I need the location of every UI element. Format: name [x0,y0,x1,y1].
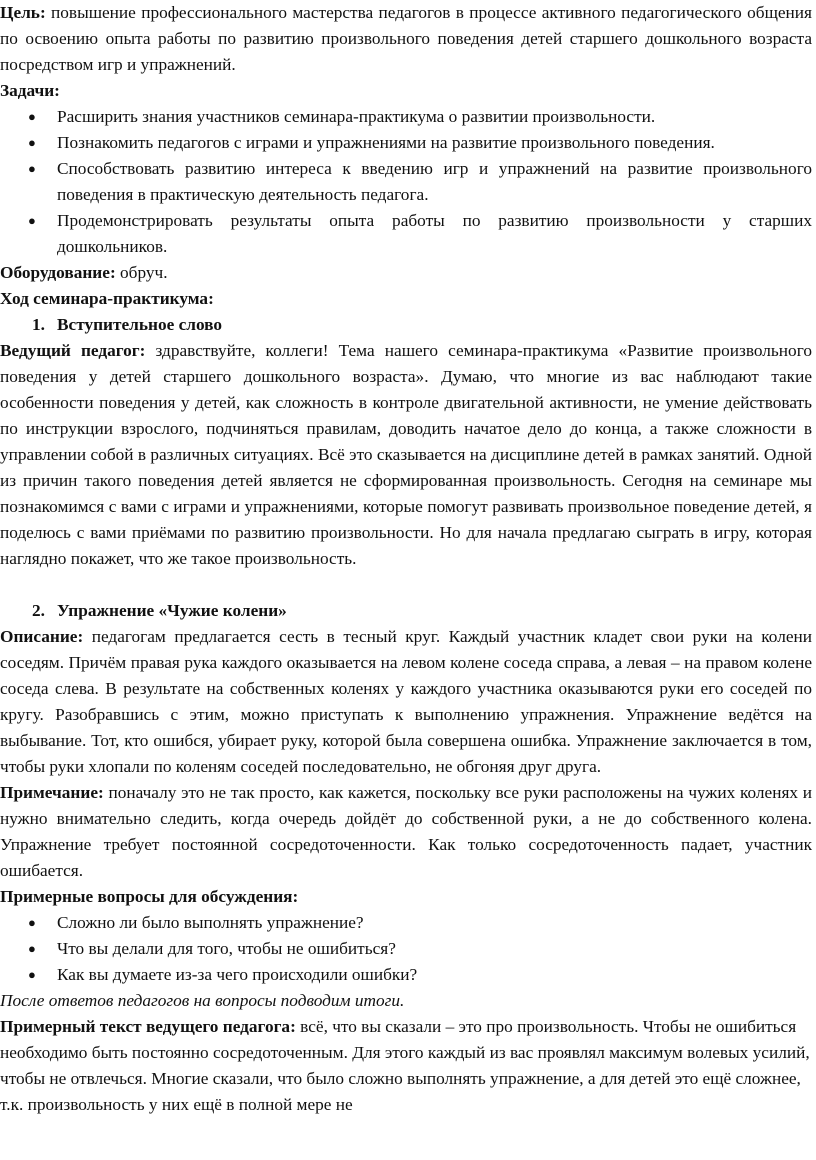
questions-list [0,910,812,988]
speaker-label: Ведущий педагог: [0,341,146,360]
tasks-heading: Задачи: [0,81,60,100]
questions-heading: Примерные вопросы для обсуждения: [0,887,299,906]
section1-number: 1. [32,315,45,334]
section1-text: здравствуйте, коллеги! Тема нашего семинара-практикума «Развитие произвольного поведения у детей старшего дошкольного возраста». Думаю, что многие из вас наблюдают такие особенности поведения у детей, как сложность в контроле двигательной активности, не умение действовать по инструкции взрослого, подчиняться правилам, доводить начатое дело до конца, а также сложности в управлении собой в различных ситуациях. Всё это сказывается на дисциплине детей в рамках занятий. Одной из причин такого поведения детей является не сформированная произвольность. Сегодня на семинаре мы познакомимся с вами с играми и упражнениями, которые помогут развивать произвольное поведение детей, я поделюсь с вами приёмами по развитию произвольности. Но для начала предлагаю сыграть в игру, которая наглядно покажет, что же такое произвольность. [0,341,812,568]
equipment-text: обруч. [115,263,168,282]
description-paragraph [0,624,812,780]
bullet-icon: ● [28,941,36,956]
section1-heading [0,312,812,338]
bullet-icon: ● [28,135,36,150]
description-label: Описание: [0,627,84,646]
summary-italic: После ответов педагогов на вопросы подводим итоги. [0,991,405,1010]
section2-number: 2. [32,601,45,620]
list-item: ● Продемонстрировать результаты опыта работы по развитию произвольности у старших дошкольников. [0,208,812,260]
description-text: педагогам предлагается сесть в тесный круг. Каждый участник кладет свои руки на колени соседям. Причём правая рука каждого оказывается на левом колене соседа справа, а левая – на правом колене соседа слева. В результате на собственных коленях у каждого участника оказываются руки его соседей по кругу. Разобравшись с этим, можно приступать к выполнению упражнения. Упражнение ведётся на выбывание. Тот, кто ошибся, убирает руку, которой была совершена ошибка. Упражнение заключается в том, чтобы руки хлопали по коленям соседей последовательно, не обгоняя друг друга. [0,627,812,776]
note-text: поначалу это не так просто, как кажется, поскольку все руки расположены на чужих коленях и нужно внимательно следить, когда очередь дойдёт до собственной руки, а не до собственного колена. Упражнение требует постоянной сосредоточенности. Как только сосредоточенность падает, участник ошибается. [0,783,812,880]
goal-label: Цель: [0,3,46,22]
bullet-icon: ● [28,161,36,176]
bullet-icon: ● [28,109,36,124]
tasks-list [0,104,812,260]
section2-heading [0,598,812,624]
bullet-icon: ● [28,915,36,930]
sample-label: Примерный текст ведущего педагога: [0,1017,296,1036]
course-heading: Ход семинара-практикума: [0,289,214,308]
bullet-icon: ● [28,213,36,228]
bullet-icon: ● [28,967,36,982]
goal-text: повышение профессионального мастерства педагогов в процессе активного педагогического общения по освоению опыта работы по развитию произвольного поведения детей старшего дошкольного возраста посредством игр и упражнений. [0,3,812,74]
list-item: ● Что вы делали для того, чтобы не ошибиться? [0,936,812,962]
blank-line [0,572,812,598]
list-item: ● Как вы думаете из-за чего происходили ошибки? [0,962,812,988]
goal-paragraph [0,0,812,78]
equipment-label: Оборудование: [0,263,116,282]
note-paragraph [0,780,812,884]
equipment-paragraph [0,260,812,286]
list-item: ● Сложно ли было выполнять упражнение? [0,910,812,936]
list-item: ● Расширить знания участников семинара-практикума о развитии произвольности. [0,104,812,130]
sample-paragraph [0,1014,812,1118]
section1-paragraph [0,338,812,572]
list-item: ● Способствовать развитию интереса к введению игр и упражнений на развитие произвольного поведения в практическую деятельность педагога. [0,156,812,208]
sample-text: всё, что вы сказали – это про произвольность. Чтобы не ошибиться необходимо быть постоянно сосредоточенным. Для этого каждый из вас проявлял максимум волевых усилий, чтобы не отвлечься. Многие сказали, что было сложно выполнять упражнение, а для детей это ещё сложнее, т.к. произвольность у них ещё в полной мере не [0,1017,810,1114]
note-label: Примечание: [0,783,104,802]
list-item: ● Познакомить педагогов с играми и упражнениями на развитие произвольного поведения. [0,130,812,156]
section2-title: Упражнение «Чужие колени» [57,601,287,620]
section1-title: Вступительное слово [57,315,223,334]
